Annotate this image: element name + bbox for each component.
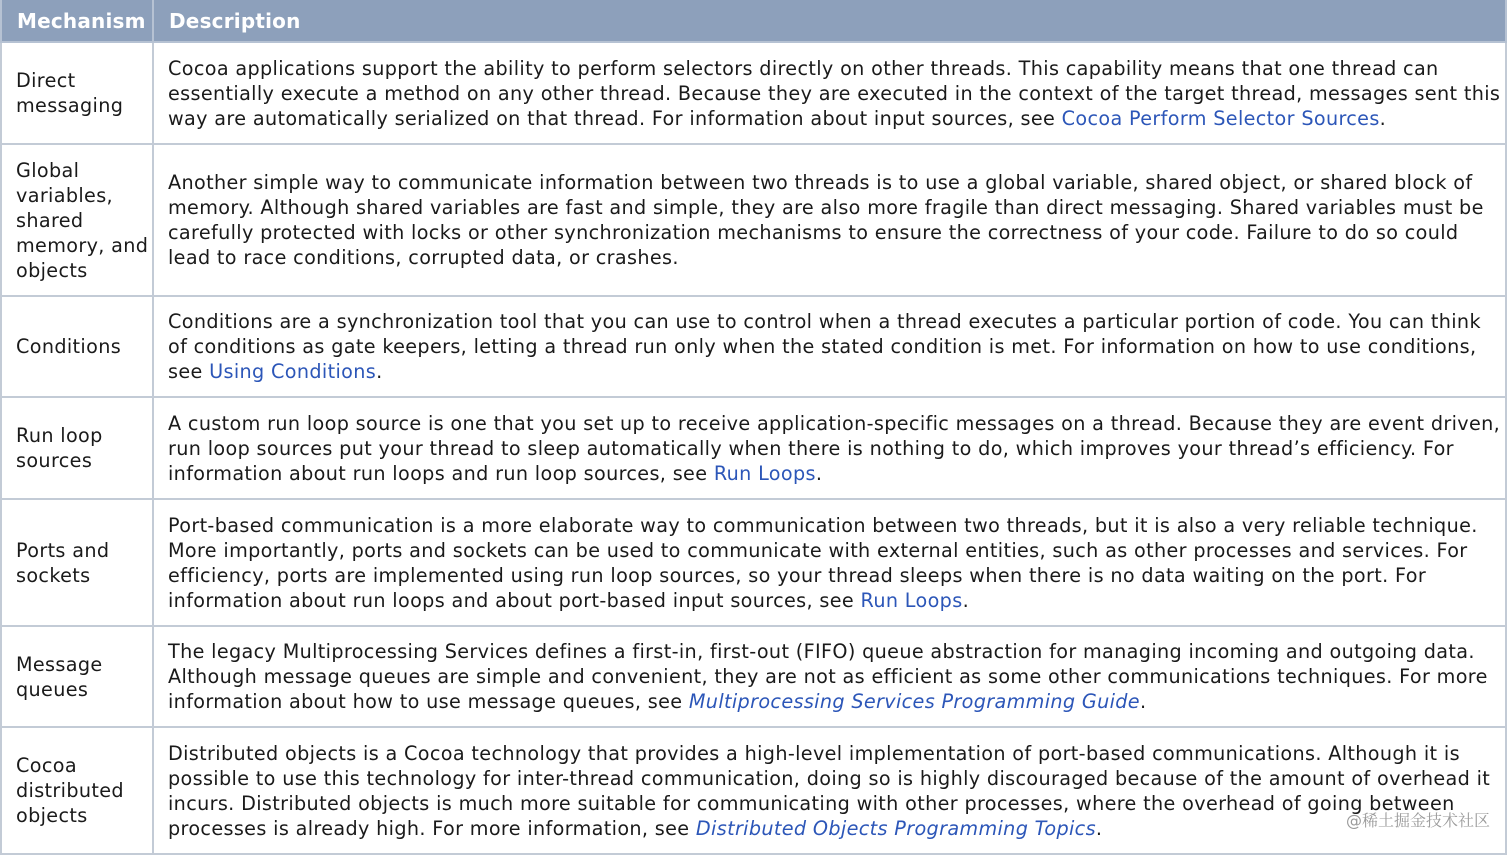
mechanism-cell: Ports and sockets	[1, 499, 153, 626]
description-text: The legacy Multiprocessing Services defines a first-in, first-out (FIFO) queue abstraction for managing incoming and outgoing data. Although message queues are simple and convenient, they are not as efficient as some other communications techniques. For more information about how to use message queues, see	[168, 640, 1488, 713]
table-row	[1, 499, 1506, 626]
watermark: @稀土掘金技术社区	[1345, 811, 1490, 830]
description-text: .	[1095, 816, 1103, 840]
description-text: .	[962, 588, 970, 612]
description-text: .	[1379, 106, 1387, 130]
description-cell	[153, 499, 1506, 626]
header-description: Description	[153, 0, 1506, 42]
description-cell	[153, 144, 1506, 296]
description-cell	[153, 296, 1506, 397]
table-row	[1, 144, 1506, 296]
description-text: Another simple way to communicate information between two threads is to use a global variable, shared object, or shared block of memory. Although shared variables are fast and simple, they are also more fragile than direct messaging. Shared variables must be carefully protected with locks or other synchronization mechanisms to ensure the correctness of your code. Failure to do so could lead to race conditions, corrupted data, or crashes.	[168, 171, 1484, 269]
table-header-row	[1, 0, 1506, 42]
description-text: Cocoa applications support the ability to perform selectors directly on other threads. This capability means that one thread can essentially execute a method on any other thread. Because they are executed in the context of the target thread, messages sent this way are automatically serialized on that thread. For information about input sources, see	[168, 56, 1501, 130]
doc-link[interactable]: Using Conditions	[209, 360, 377, 383]
table-row	[1, 727, 1506, 854]
description-text: Port-based communication is a more elaborate way to communication between two threads, but it is also a very reliable technique. More importantly, ports and sockets can be used to communicate with external entities, such as other processes and services. For efficiency, ports are implemented using run loop sources, so your thread sleeps when there is no data waiting on the port. For information about run loops and about port-based input sources, see	[168, 513, 1478, 612]
mechanism-cell: Run loop sources	[1, 397, 153, 499]
description-text: Conditions are a synchronization tool that you can use to control when a thread executes a particular portion of code. You can think of conditions as gate keepers, letting a thread run only when the stated condition is met. For information on how to use conditions, see	[168, 310, 1481, 383]
table-row	[1, 42, 1506, 144]
mechanism-cell: Direct messaging	[1, 42, 153, 144]
header-mechanism: Mechanism	[1, 0, 153, 42]
description-text: .	[1139, 690, 1147, 713]
description-cell	[153, 727, 1506, 854]
table-row	[1, 397, 1506, 499]
description-cell	[153, 397, 1506, 499]
mechanism-cell: Global variables, shared memory, and objects	[1, 144, 153, 296]
table-body	[1, 42, 1506, 854]
doc-link[interactable]: Run Loops	[713, 461, 816, 485]
doc-link[interactable]: Multiprocessing Services Programming Guide	[688, 690, 1140, 713]
mechanism-cell: Conditions	[1, 296, 153, 397]
mechanism-cell: Cocoa distributed objects	[1, 727, 153, 854]
table-row	[1, 296, 1506, 397]
description-text: A custom run loop source is one that you set up to receive application-specific messages on a thread. Because they are event driven, run loop sources put your thread to sleep automatically when there is nothing to do, which improves your thread’s efficiency. For information about run loops and run loop sources, see	[168, 411, 1501, 485]
description-text: .	[815, 461, 823, 485]
description-cell	[153, 626, 1506, 727]
description-text: .	[376, 360, 383, 383]
table-row	[1, 626, 1506, 727]
description-cell	[153, 42, 1506, 144]
doc-link[interactable]: Distributed Objects Programming Topics	[695, 816, 1096, 840]
description-text: Distributed objects is a Cocoa technology that provides a high-level implementation of port-based communications. Although it is possible to use this technology for inter-thread communication, doing so is highly discouraged because of the amount of overhead it incurs. Distributed objects is much more suitable for communicating with other processes, where the overhead of going between processes is already high. For more information, see	[168, 741, 1491, 840]
doc-link[interactable]: Cocoa Perform Selector Sources	[1061, 106, 1380, 130]
mechanism-cell: Message queues	[1, 626, 153, 727]
doc-link[interactable]: Run Loops	[860, 588, 963, 612]
